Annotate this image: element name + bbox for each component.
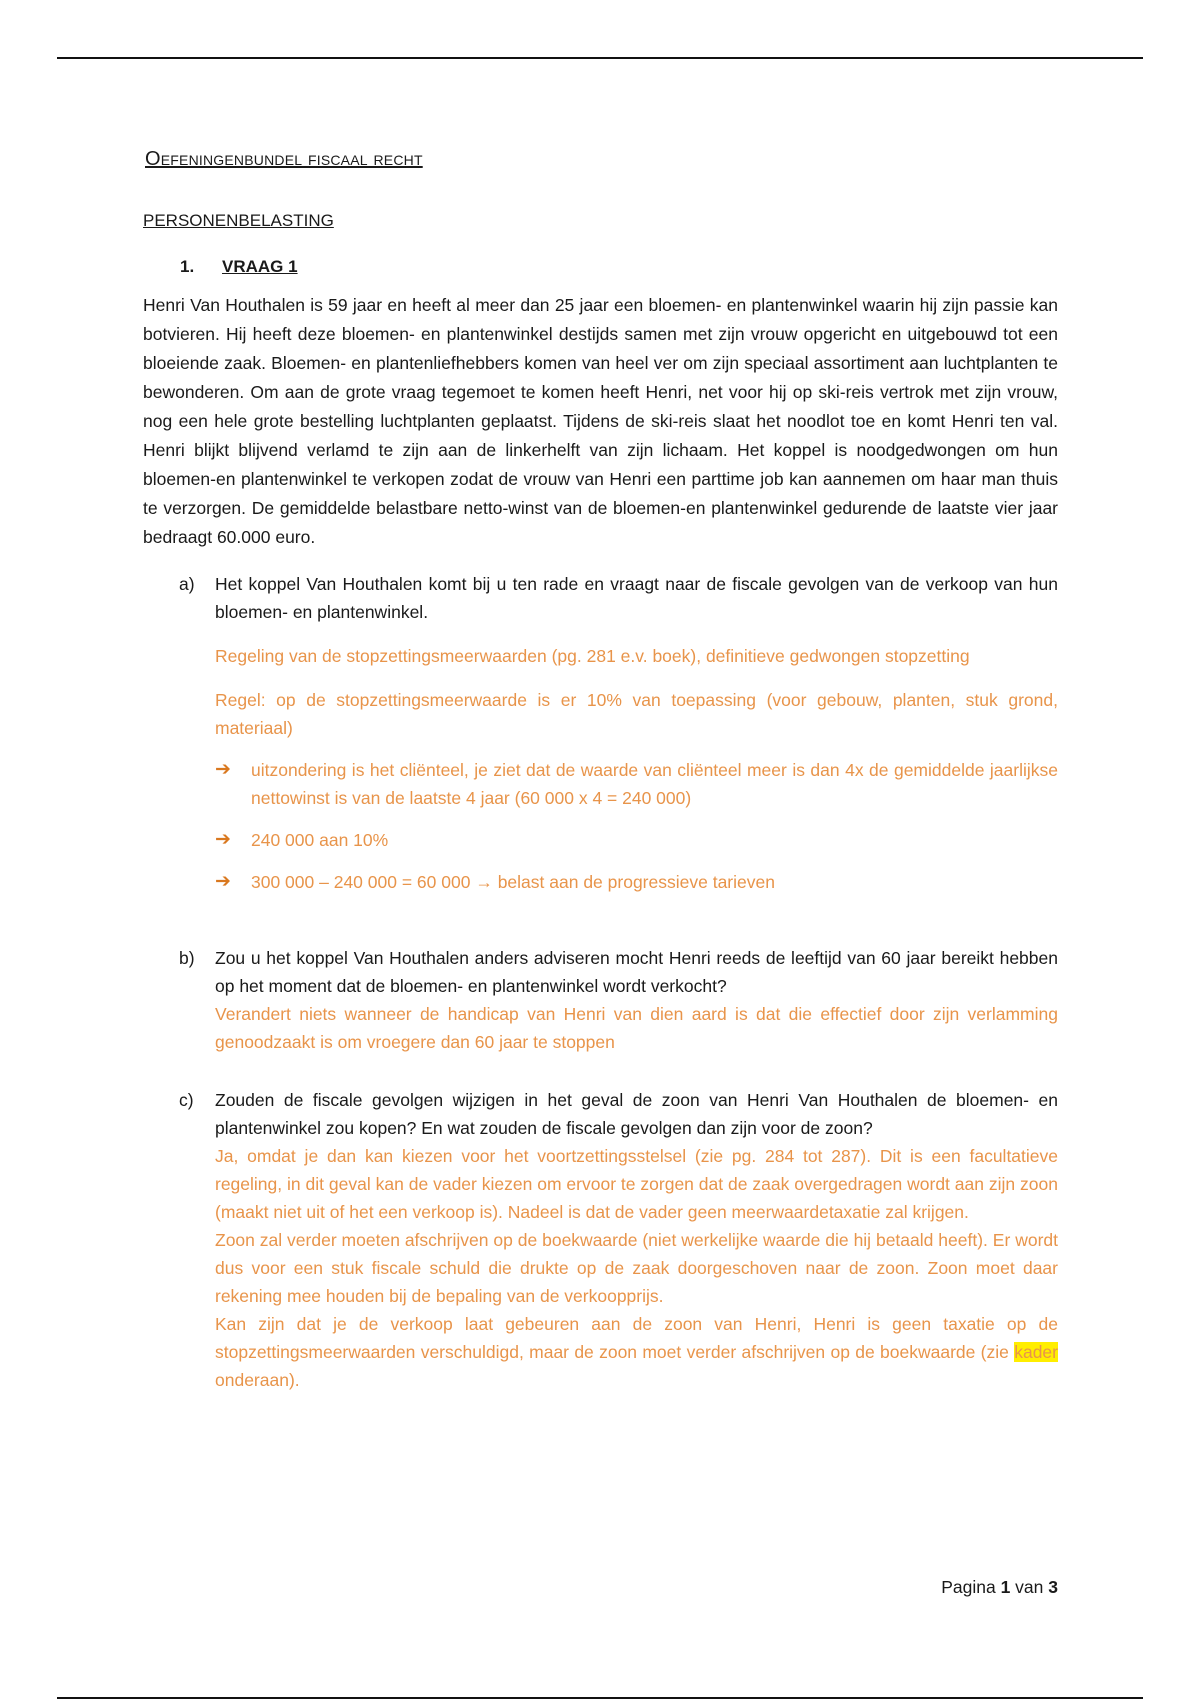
arrow-right-icon: ➔ (215, 829, 231, 850)
item-marker: a) (179, 574, 195, 594)
answer-text-part: Kan zijn dat je de verkoop laat gebeuren aan de zoon van Henri, Henri is geen taxatie op de stopzettingsmeerwaarden verschuldigd, maar de zoon moet verder afschrijven op de boekwaarde (zie (215, 1314, 1058, 1362)
answer-text: Regeling van de stopzettingsmeerwaarden (pg. 281 e.v. boek), definitieve gedwongen stopzetting (215, 646, 970, 666)
arrow-item (215, 868, 1058, 896)
question-text: Het koppel Van Houthalen komt bij u ten rade en vraagt naar de fiscale gevolgen van de verkoop van hun bloemen- en plantenwinkel. (215, 574, 1058, 622)
item-marker: b) (179, 948, 195, 968)
document-title: Oefeningenbundel fiscaal recht (145, 148, 423, 170)
highlighted-word: kader (1014, 1342, 1058, 1362)
sub-question-c (143, 1086, 1058, 1394)
sub-question-b (143, 944, 1058, 1056)
arrow-item (215, 756, 1058, 812)
question-text: Zou u het koppel Van Houthalen anders adviseren mocht Henri reeds de leeftijd van 60 jaar bereikt hebben op het moment dat de bloemen- en plantenwinkel wordt verkocht? (215, 948, 1058, 996)
sub-question-a (143, 570, 1058, 896)
question-heading (180, 257, 1058, 277)
answer-text (215, 1310, 1058, 1394)
arrow-text: uitzondering is het cliënteel, je ziet dat de waarde van cliënteel meer is dan 4x de gemiddelde jaarlijkse nettowinst is van de laatste 4 jaar (60 000 x 4 = 240 000) (251, 760, 1058, 808)
question-text: Zouden de fiscale gevolgen wijzigen in het geval de zoon van Henri Van Houthalen de bloemen- en plantenwinkel zou kopen? En wat zouden de fiscale gevolgen dan zijn voor de zoon? (215, 1090, 1058, 1138)
arrow-right-icon: ➔ (215, 759, 231, 780)
answer-text: Ja, omdat je dan kan kiezen voor het voortzettingsstelsel (zie pg. 284 tot 287). Dit is een facultatieve regeling, in dit geval kan de vader kiezen om ervoor te zorgen dat de zaak overgedragen wordt aan zijn zoon (maakt niet uit of het een verkoop is). Nadeel is dat de vader geen meerwaardetaxatie zal krijgen. (215, 1146, 1058, 1222)
question-number: 1. (180, 257, 195, 276)
footer-total-pages: 3 (1048, 1577, 1058, 1597)
answer-text: Verandert niets wanneer de handicap van Henri van dien aard is dat die effectief door zijn verlamming genoodzaakt is om vroegere dan 60 jaar te stoppen (215, 1004, 1058, 1052)
footer-current-page: 1 (1000, 1577, 1011, 1597)
footer-of: van (1015, 1577, 1044, 1597)
item-marker: c) (179, 1090, 194, 1110)
header-rule (57, 57, 1143, 59)
question-label: VRAAG 1 (222, 257, 298, 276)
arrow-text: 300 000 – 240 000 = 60 000 (251, 872, 471, 892)
arrow-text: 240 000 aan 10% (251, 830, 389, 850)
footer-rule (57, 1697, 1143, 1699)
arrow-text: belast aan de progressieve tarieven (497, 872, 775, 892)
inline-arrow-icon: → (475, 872, 493, 892)
intro-paragraph: Henri Van Houthalen is 59 jaar en heeft al meer dan 25 jaar een bloemen- en plantenwinkel waarin hij zijn passie kan botvieren. Hij heeft deze bloemen- en plantenwinkel destijds samen met zijn vrouw opgericht en uitgebouwd tot een bloeiende zaak. Bloemen- en plantenliefhebbers komen van heel ver om zijn speciaal assortiment aan luchtplanten te bewonderen. Om aan de grote vraag tegemoet te komen heeft Henri, net voor hij op ski-reis vertrok met zijn vrouw, nog een hele grote bestelling luchtplanten geplaatst. Tijdens de ski-reis slaat het noodlot toe en komt Henri ten val. Henri blijkt blijvend verlamd te zijn aan de linkerhelft van zijn lichaam. Het koppel is noodgedwongen om hun bloemen-en plantenwinkel te verkopen zodat de vrouw van Henri een parttime job kan aannemen om haar man thuis te verzorgen. De gemiddelde belastbare netto-winst van de bloemen-en plantenwinkel gedurende de laatste vier jaar bedraagt 60.000 euro. (143, 295, 1058, 547)
section-title: PERSONENBELASTING (143, 211, 334, 230)
answer-text: Zoon zal verder moeten afschrijven op de boekwaarde (niet werkelijke waarde die hij betaald heeft). Er wordt dus voor een stuk fiscale schuld die drukte op de zaak doorgeschoven naar de zoon. Zoon moet daar rekening mee houden bij de bepaling van de verkoopprijs. (215, 1230, 1058, 1306)
footer-prefix: Pagina (941, 1577, 996, 1597)
arrow-right-icon: ➔ (215, 871, 231, 892)
answer-text: Regel: op de stopzettingsmeerwaarde is er 10% van toepassing (voor gebouw, planten, stuk grond, materiaal) (215, 690, 1058, 738)
arrow-item (215, 826, 1058, 854)
page-footer (143, 1577, 1058, 1598)
page-content (143, 140, 1058, 1597)
answer-text-part: onderaan). (215, 1370, 300, 1390)
